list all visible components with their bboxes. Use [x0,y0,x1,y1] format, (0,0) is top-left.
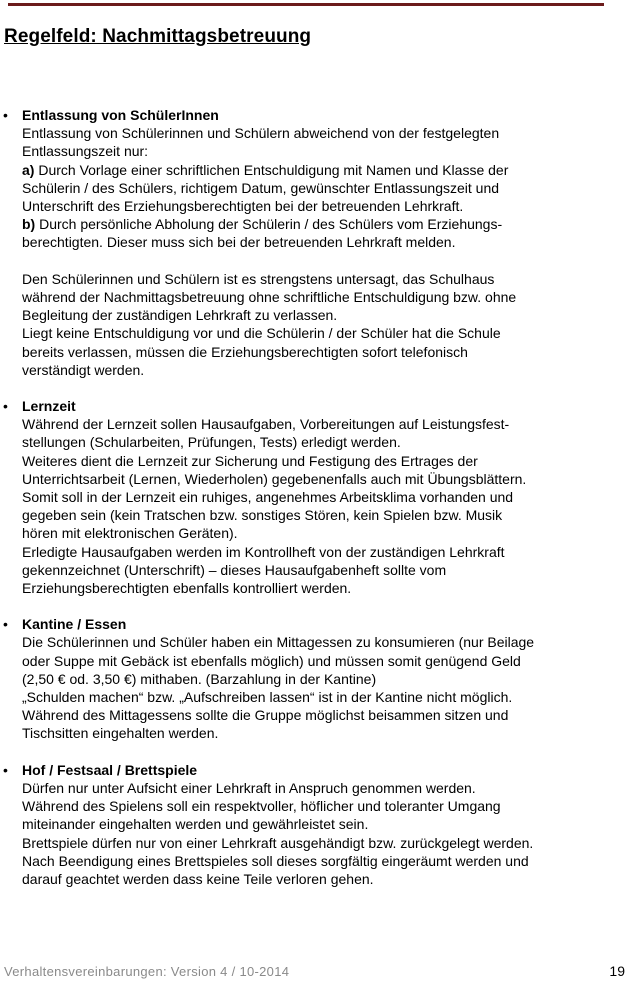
top-rule [8,3,604,6]
section-title: Hof / Festsaal / Brettspiele [22,761,198,778]
text-line: Die Schülerinnen und Schüler haben ein Mittagessen zu konsumieren (nur Beilage [22,634,535,651]
text-line: stellungen (Schularbeiten, Prüfungen, Tests) erledigt werden. [22,434,401,451]
text-line: Unterschrift des Erziehungsberechtigten bei der betreuenden Lehrkraft. [22,198,464,215]
rules-list [3,106,582,906]
section-title: Entlassung von SchülerInnen [22,107,219,123]
text-line: während der Nachmittagsbetreuung ohne schriftliche Entschuldigung bzw. ohne [22,289,517,306]
text-line: oder Suppe mit Gebäck ist ebenfalls möglich) und müssen somit genügend Geld [22,652,521,669]
text-line: Tischsitten eingehalten werden. [22,725,219,742]
bullet-icon: • [3,616,8,633]
page-title: Regelfeld: Nachmittagsbetreuung [4,26,312,47]
option-label-a: a) [22,161,35,178]
text-line: gekennzeichnet (Unterschrift) – dieses Hausaufgabenheft sollte vom [22,561,447,578]
text-line: Während der Lernzeit sollen Hausaufgaben, Vorbereitungen auf Leistungsfest- [22,416,510,433]
text-line: Weiteres dient die Lernzeit zur Sicherung und Festigung des Ertrages der [22,452,478,469]
section-title: Kantine / Essen [22,616,127,633]
option-text-a: Durch Vorlage einer schriftlichen Entschuldigung mit Namen und Klasse der [34,161,509,178]
text-line: Schülerin / des Schülers, richtigem Datum, gewünschter Entlassungszeit und [22,179,500,196]
text-line: Erledigte Hausaufgaben werden im Kontrollheft von der zuständigen Lehrkraft [22,543,505,560]
text-line: Entlassungszeit nur: [22,143,149,160]
footer-text: Verhaltensvereinbarungen: Version 4 / 10-2014 [4,964,290,979]
section-title: Lernzeit [22,398,76,415]
section-hof [3,761,582,888]
section-entlassung [3,106,582,379]
section-kantine [3,615,582,742]
text-line: Brettspiele dürfen nur von einer Lehrkraft ausgehändigt bzw. zurückgelegt werden. [22,834,534,851]
paragraph-gap [22,252,582,270]
text-line: bereits verlassen, müssen die Erziehungsberechtigten sofort telefonisch [22,343,468,360]
text-line: berechtigten. Dieser muss sich bei der betreuenden Lehrkraft melden. [22,234,456,251]
text-line: gegeben sein (kein Tratschen bzw. sonstiges Stören, kein Spielen bzw. Musik [22,507,503,524]
bullet-icon: • [3,761,8,778]
text-line: Entlassung von Schülerinnen und Schülern abweichend von der festgelegten [22,125,500,142]
text-line: Nach Beendigung eines Brettspieles soll dieses sorgfältig eingeräumt werden und [22,852,529,869]
text-line [22,161,582,179]
text-line: Erziehungsberechtigten ebenfalls kontrolliert werden. [22,580,352,597]
text-line: (2,50 € od. 3,50 €) mithaben. (Barzahlung in der Kantine) [22,670,377,687]
text-line: Während des Mittagessens sollte die Gruppe möglichst beisammen sitzen und [22,707,509,724]
text-line: Liegt keine Entschuldigung vor und die Schülerin / der Schüler hat die Schule [22,325,501,342]
bullet-icon: • [3,107,8,123]
section-lernzeit [3,397,582,597]
text-line: darauf geachtet werden dass keine Teile verloren gehen. [22,870,374,887]
text-line: Dürfen nur unter Aufsicht einer Lehrkraft in Anspruch genommen werden. [22,779,476,796]
text-line: Unterrichtsarbeit (Lernen, Wiederholen) gegebenenfalls auch mit Übungsblättern. [22,470,527,487]
bullet-icon: • [3,398,8,415]
text-line: hören mit elektronischen Geräten). [22,525,238,542]
text-line: Während des Spielens soll ein respektvoller, höflicher und toleranter Umgang [22,798,501,815]
option-label-b: b) [22,216,36,233]
option-text-b: Durch persönliche Abholung der Schülerin / des Schülers vom Erziehungs- [35,216,503,233]
text-line: verständigt werden. [22,361,145,378]
text-line: Begleitung der zuständigen Lehrkraft zu verlassen. [22,307,338,324]
text-line: „Schulden machen“ bzw. „Aufschreiben lassen“ ist in der Kantine nicht möglich. [22,689,513,706]
text-line: Den Schülerinnen und Schülern ist es strengstens untersagt, das Schulhaus [22,270,495,287]
text-line: Somit soll in der Lernzeit ein ruhiges, angenehmes Arbeitsklima vorhanden und [22,489,514,506]
text-line [22,215,582,233]
text-line: miteinander eingehalten werden und gewährleistet sein. [22,816,369,833]
page-number: 19 [609,963,625,979]
